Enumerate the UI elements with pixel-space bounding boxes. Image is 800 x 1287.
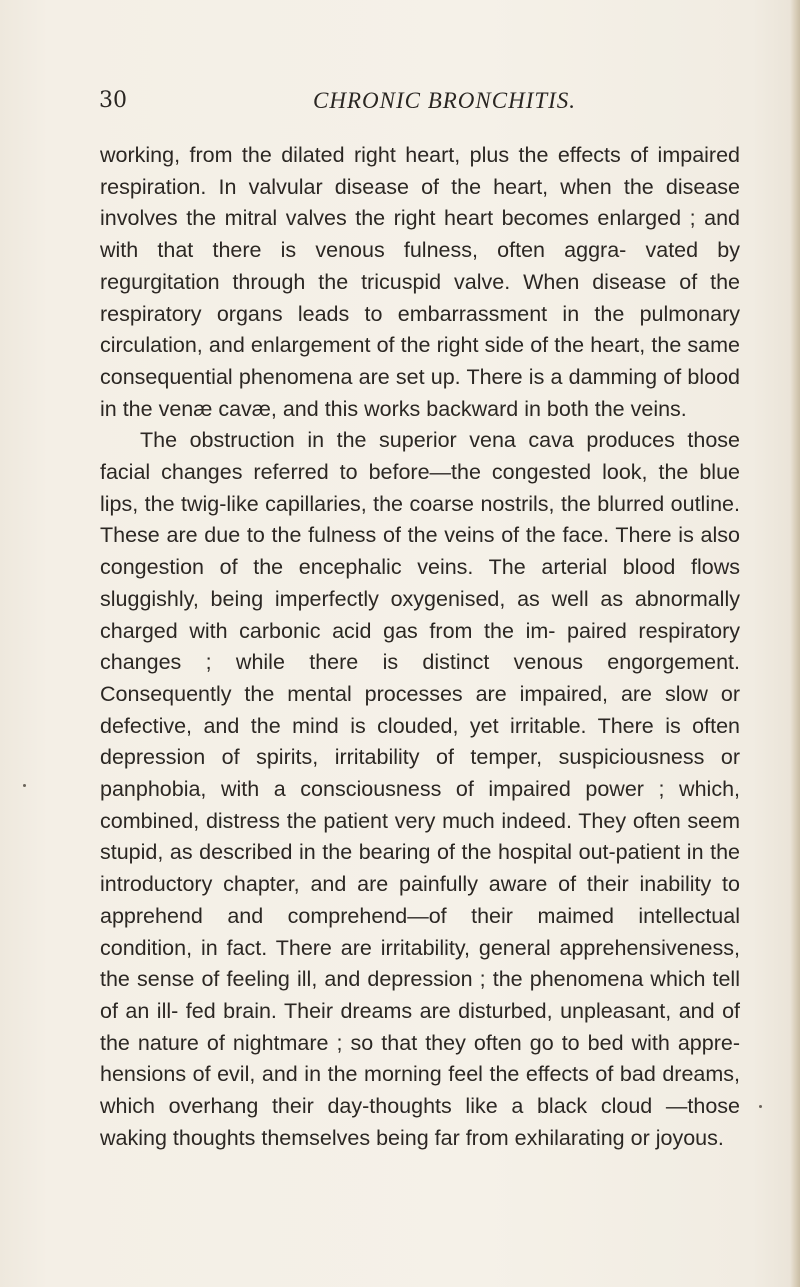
- running-head-title: CHRONIC BRONCHITIS.: [313, 88, 577, 113]
- margin-speck: [759, 1105, 762, 1108]
- body-text: [100, 140, 740, 1155]
- paragraph-1: working, from the dilated right heart, plus the effects of impaired respiration. In valvular disease of the heart, when the disease involves the mitral valves the right heart becomes enlarged ; and with that there is venous fulness, often aggra- vated by regurgitation through the tricuspid valve. When disease of the respiratory organs leads to embarrassment in the pulmonary circulation, and enlargement of the right side of the heart, the same consequential phenomena are set up. There is a damming of blood in the venæ cavæ, and this works backward in both the veins.: [100, 143, 740, 421]
- page-number: 30: [99, 88, 127, 113]
- paragraph-2: The obstruction in the superior vena cava produces those facial changes referred to before—the congested look, the blue lips, the twig-like capillaries, the coarse nostrils, the blurred outline. These are due to the fulness of the veins of the face. There is also congestion of the encephalic veins. The arterial blood flows sluggishly, being imperfectly oxygenised, as well as abnormally charged with carbonic acid gas from the im- paired respiratory changes ; while there is distinct venous engorgement. Consequently the mental processes are impaired, are slow or defective, and the mind is clouded, yet irritable. There is often depression of spirits, irritability of temper, suspiciousness or panphobia, with a consciousness of impaired power ; which, combined, distress the patient very much indeed. They often seem stupid, as described in the bearing of the hospital out-patient in the introductory chapter, and are painfully aware of their inability to apprehend and comprehend—of their maimed intellectual condition, in fact. There are irritability, general apprehensiveness, the sense of feeling ill, and depression ; the phenomena which tell of an ill- fed brain. Their dreams are disturbed, unpleasant, and of the nature of nightmare ; so that they often go to bed with appre- hensions of evil, and in the morning feel the effects of bad dreams, which overhang their day-thoughts like a black cloud —those waking thoughts themselves being far from exhilarating or joyous.: [100, 428, 740, 1150]
- margin-speck: [23, 784, 26, 787]
- page-edge-shadow: [790, 0, 800, 1287]
- page-header: [0, 88, 800, 118]
